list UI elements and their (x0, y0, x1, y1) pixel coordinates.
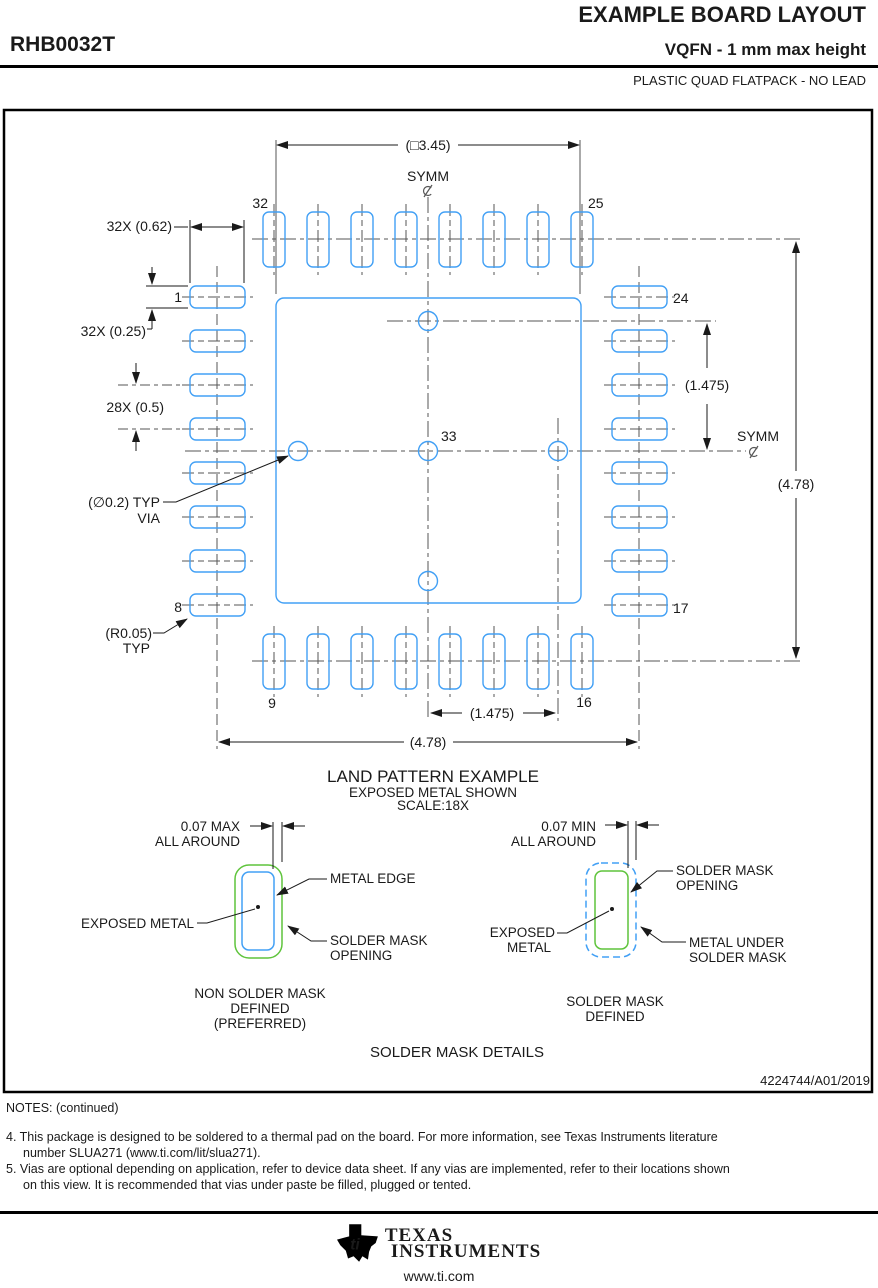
pin17-label: 17 (673, 600, 689, 616)
symm-right-label: SYMM (737, 428, 779, 444)
package-family: PLASTIC QUAD FLATPACK - NO LEAD (633, 73, 866, 88)
via-dim-label-line2: VIA (137, 510, 160, 526)
smd-exposed-label-line2: METAL (506, 940, 551, 955)
nsmd-opening-label-line1: SOLDER MASK (330, 933, 428, 948)
note-5-line1: 5. Vias are optional depending on application, refer to device data sheet. If any vias are implemented, refer to their locations shown (6, 1162, 730, 1176)
via-pitch-dim-right: (1.475) (684, 377, 730, 393)
centerline-symbol-right (750, 446, 758, 458)
revision-date: 01/2019 (823, 1073, 870, 1088)
solder-mask-smd-diagram (490, 819, 787, 1024)
nsmd-opening-label-line2: OPENING (330, 948, 393, 963)
pin1-label: 1 (174, 289, 182, 305)
note-4-line2: number SLUA271 (www.ti.com/lit/slua271). (23, 1146, 261, 1160)
centerlines (118, 140, 801, 749)
smd-caption-line2: DEFINED (585, 1009, 645, 1024)
centerline-symbol-top (424, 185, 432, 197)
pin25-label: 25 (588, 195, 604, 211)
pin32-label: 32 (252, 195, 268, 211)
nsmd-caption-line1: NON SOLDER MASK (194, 986, 326, 1001)
ti-texas-state-icon (337, 1222, 379, 1264)
smd-opening-label-line2: OPENING (676, 878, 739, 893)
pitch-dim-label: 28X (0.5) (106, 399, 164, 415)
metal-under-mask-label-line2: SOLDER MASK (689, 950, 787, 965)
note-4-line1: 4. This package is designed to be soldered to a thermal pad on the board. For more information, see Texas Instruments literature (6, 1130, 718, 1144)
pad-length-dim-label: 32X (0.62) (106, 218, 172, 234)
smd-opening-label-line1: SOLDER MASK (676, 863, 774, 878)
ti-logo-line2: INSTRUMENTS (390, 1241, 542, 1262)
metal-under-mask-label-line1: METAL UNDER (689, 935, 785, 950)
drawing-caption-sub2: SCALE:18X (396, 798, 470, 813)
smd-caption-line1: SOLDER MASK (566, 994, 664, 1009)
drawing-caption-sub1: EXPOSED METAL SHOWN (348, 785, 518, 800)
pin24-label: 24 (673, 290, 689, 306)
drawing-caption-title: LAND PATTERN EXAMPLE (327, 767, 539, 786)
thermal-pad-dim-label: (□3.45) (405, 137, 451, 153)
solder-mask-nsmd-diagram (81, 819, 428, 1031)
ti-logo-text (385, 1222, 541, 1260)
corner-radius-label-line2: TYP (122, 640, 150, 656)
outer-span-dim-right: (4.78) (777, 476, 815, 492)
pad-width-dim-label: 32X (0.25) (80, 323, 146, 339)
doc-number: 4224744/A (760, 1073, 823, 1088)
ti-logo (0, 1222, 878, 1264)
dimension-lines (136, 145, 796, 742)
nsmd-dim-line1: 0.07 MAX (180, 819, 240, 834)
ti-logo-line1: TEXAS (384, 1225, 454, 1246)
ti-url: www.ti.com (403, 1268, 475, 1284)
pin8-label: 8 (174, 599, 182, 615)
notes-section (6, 1100, 866, 1193)
via-pitch-dim-bottom: (1.475) (469, 705, 515, 721)
pin33-label: 33 (441, 428, 457, 444)
via-dim-label-line1: (∅0.2) TYP (88, 494, 160, 510)
nsmd-dim-line2: ALL AROUND (154, 834, 240, 849)
part-number: RHB0032T (10, 33, 116, 56)
smd-exposed-label-line1: EXPOSED (489, 925, 555, 940)
smd-dim-line1: 0.07 MIN (541, 819, 596, 834)
symm-top-label: SYMM (407, 168, 449, 184)
notes-heading: NOTES: (continued) (6, 1101, 119, 1115)
corner-radius-label-line1: (R0.05) (105, 625, 152, 641)
page-title: EXAMPLE BOARD LAYOUT (578, 2, 866, 27)
note-5-line2: on this view. It is recommended that vias under paste be filled, plugged or tented. (23, 1178, 472, 1192)
smd-dim-line2: ALL AROUND (510, 834, 596, 849)
footer-rule (0, 1211, 878, 1214)
solder-mask-details-title: SOLDER MASK DETAILS (370, 1044, 544, 1061)
pin16-label: 16 (576, 694, 592, 710)
svg-text:ti: ti (350, 1236, 360, 1254)
exposed-metal-dot (610, 907, 614, 911)
metal-edge-label: METAL EDGE (330, 871, 416, 886)
pin9-label: 9 (268, 695, 276, 711)
nsmd-caption-line3: (PREFERRED) (213, 1016, 307, 1031)
package-description: VQFN - 1 mm max height (664, 40, 866, 59)
outer-span-dim-bottom: (4.78) (409, 734, 447, 750)
exposed-metal-label: EXPOSED METAL (80, 916, 194, 931)
exposed-metal-dot (256, 905, 260, 909)
nsmd-caption-line2: DEFINED (230, 1001, 290, 1016)
